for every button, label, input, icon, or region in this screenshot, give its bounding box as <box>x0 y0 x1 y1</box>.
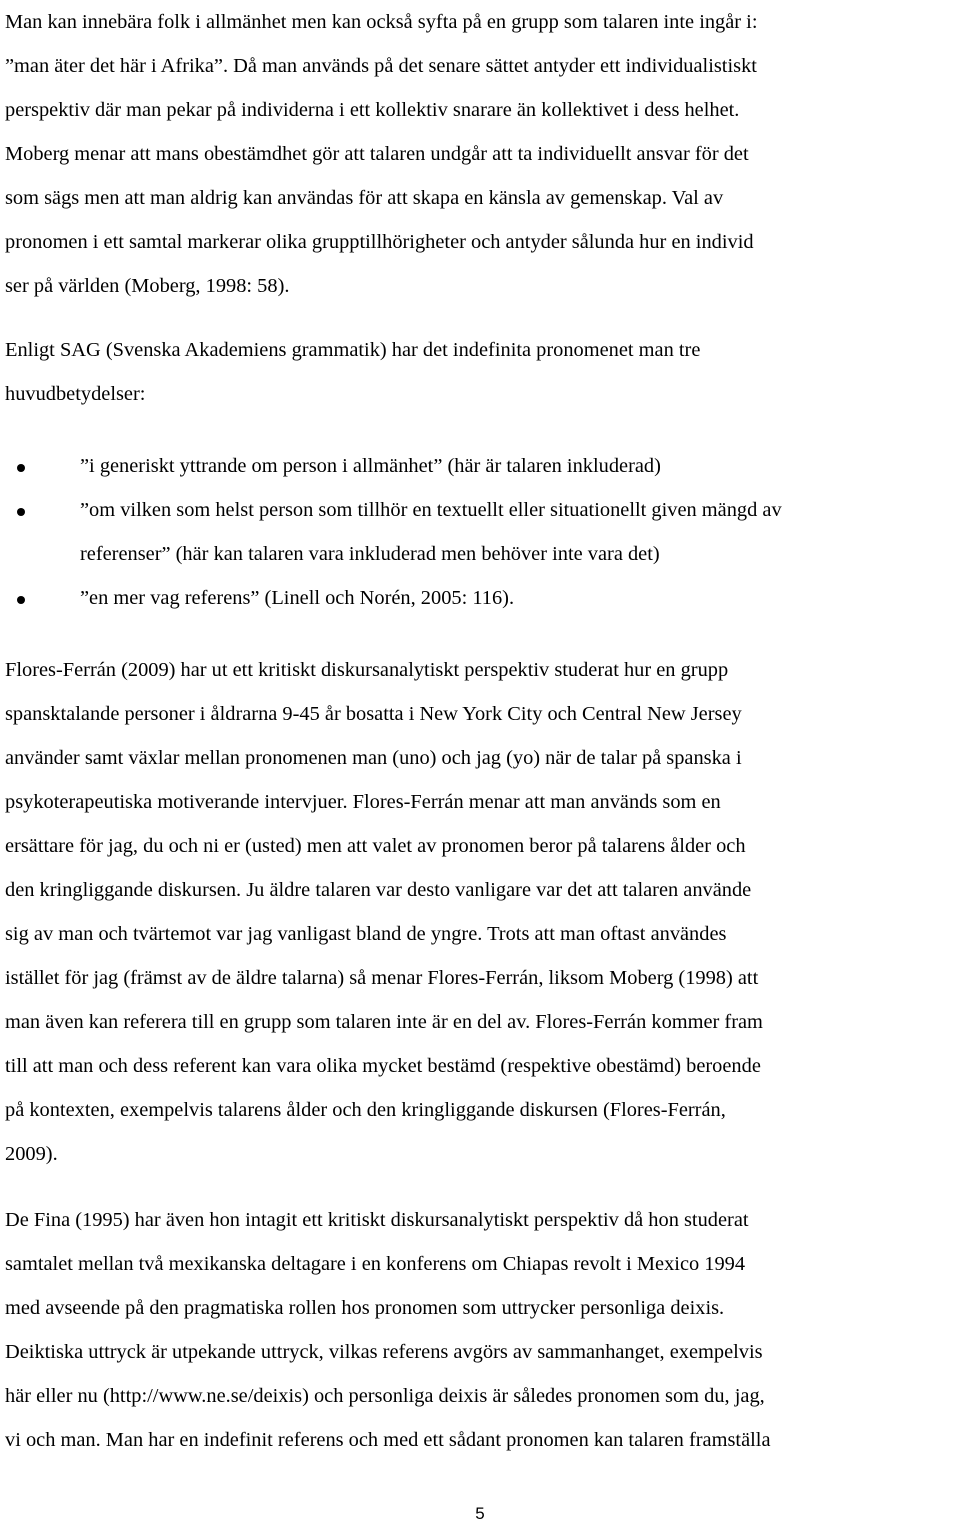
text-line: som sägs men att man aldrig kan användas för att skapa en känsla av gemenskap. Val av <box>5 187 724 209</box>
text-line: psykoterapeutiska motiverande intervjuer. Flores-Ferrán menar att man används som en <box>5 791 721 813</box>
text-line: Flores-Ferrán (2009) har ut ett kritiskt diskursanalytiskt perspektiv studerat hur en grupp <box>5 659 729 681</box>
bullet-dot-icon <box>17 508 25 516</box>
text-line: istället för jag (främst av de äldre talarna) så menar Flores-Ferrán, liksom Moberg (1998) att <box>5 967 759 989</box>
text-line: till att man och dess referent kan vara olika mycket bestämd (respektive obestämd) beroende <box>5 1055 761 1077</box>
text-line: referenser” (här kan talaren vara inkluderad men behöver inte vara det) <box>80 543 660 565</box>
list-item <box>0 488 960 576</box>
text-line: ersättare för jag, du och ni er (usted) men att valet av pronomen beror på talarens ålder och <box>5 835 746 857</box>
text-line: den kringliggande diskursen. Ju äldre talaren var desto vanligare var det att talaren använde <box>5 879 752 901</box>
text-line: Moberg menar att mans obestämdhet gör att talaren undgår att ta individuellt ansvar för det <box>5 143 749 165</box>
text-line: Deiktiska uttryck är utpekande uttryck, vilkas referens avgörs av sammanhanget, exempelvis <box>5 1341 763 1363</box>
text-line: Enligt SAG (Svenska Akademiens grammatik) har det indefinita pronomenet man tre <box>5 339 701 361</box>
text-line: med avseende på den pragmatiska rollen hos pronomen som uttrycker personliga deixis. <box>5 1297 725 1319</box>
text-line: De Fina (1995) har även hon intagit ett kritiskt diskursanalytiskt perspektiv då hon studerat <box>5 1209 749 1231</box>
text-line: perspektiv där man pekar på individerna i ett kollektiv snarare än kollektivet i dess helhet. <box>5 99 740 121</box>
text-line: här eller nu (http://www.ne.se/deixis) och personliga deixis är således pronomen som du, jag, <box>5 1385 765 1407</box>
meanings-bullet-list <box>0 444 960 620</box>
bullet-dot-icon <box>17 464 25 472</box>
text-line: ”en mer vag referens” (Linell och Norén, 2005: 116). <box>80 587 515 609</box>
paragraph-man-individualism <box>5 0 957 308</box>
text-line: spansktalande personer i åldrarna 9-45 år bosatta i New York City och Central New Jersey <box>5 703 742 725</box>
list-item <box>0 444 960 488</box>
text-line: man även kan referera till en grupp som talaren inte är en del av. Flores-Ferrán kommer fram <box>5 1011 763 1033</box>
page-number: 5 <box>475 1504 485 1523</box>
text-line: på kontexten, exempelvis talarens ålder och den kringliggande diskursen (Flores-Ferrán, <box>5 1099 726 1121</box>
text-line: samtalet mellan två mexikanska deltagare i en konferens om Chiapas revolt i Mexico 1994 <box>5 1253 746 1275</box>
text-line: 2009). <box>5 1143 58 1165</box>
text-line: ser på världen (Moberg, 1998: 58). <box>5 275 290 297</box>
bullet-dot-icon <box>17 596 25 604</box>
paragraph-sag-definition <box>5 328 957 416</box>
text-line: ”man äter det här i Afrika”. Då man används på det senare sättet antyder ett individualistiskt <box>5 55 757 77</box>
paragraph-de-fina <box>5 1198 957 1462</box>
text-line: huvudbetydelser: <box>5 383 146 405</box>
paragraph-flores-ferran <box>5 648 957 1176</box>
text-line: ”om vilken som helst person som tillhör en textuellt eller situationellt given mängd av <box>80 499 782 521</box>
text-line: Man kan innebära folk i allmänhet men kan också syfta på en grupp som talaren inte ingår i: <box>5 11 758 33</box>
text-line: ”i generiskt yttrande om person i allmänhet” (här är talaren inkluderad) <box>80 455 661 477</box>
text-line: använder samt växlar mellan pronomenen man (uno) och jag (yo) när de talar på spanska i <box>5 747 742 769</box>
text-line: sig av man och tvärtemot var jag vanligast bland de yngre. Trots att man oftast användes <box>5 923 727 945</box>
text-line: pronomen i ett samtal markerar olika grupptillhörigheter och antyder sålunda hur en individ <box>5 231 754 253</box>
list-item <box>0 576 960 620</box>
text-line: vi och man. Man har en indefinit referens och med ett sådant pronomen kan talaren framställa <box>5 1429 771 1451</box>
